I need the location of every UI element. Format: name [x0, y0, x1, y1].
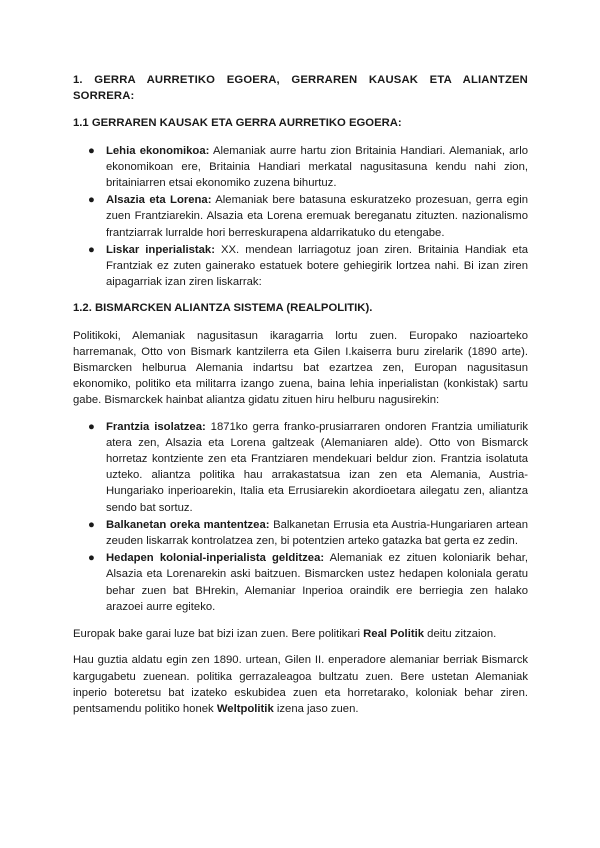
list-item — [73, 242, 528, 291]
bullet-icon: ● — [88, 243, 95, 256]
list-item — [73, 419, 528, 516]
bullet-icon: ● — [88, 144, 95, 157]
weltpolitik-term: Weltpolitik — [216, 702, 274, 715]
item-text: Alemaniak aurre hartu zion Britainia Handiari. Alemaniak, arlo ekonomikoan ere, Britainia Handiari merkatal nagusitasuna kendu nahi zion, britainiarren etsai ekonomiko zuzena bihurtuz. — [106, 144, 528, 190]
item-label: Lehia ekonomikoa: — [106, 144, 210, 157]
list-item — [73, 192, 528, 241]
realpolitik-paragraph — [73, 626, 528, 642]
realpolitik-term: Real Politik — [363, 628, 425, 641]
item-label: Alsazia eta Lorena: — [106, 194, 212, 207]
item-label: Hedapen kolonial-inperialista gelditzea: — [106, 552, 325, 565]
list-item — [73, 550, 528, 615]
bullet-icon: ● — [88, 518, 95, 531]
list-item — [73, 143, 528, 192]
section-2-title: 1.2. BISMARCKEN ALIANTZA SISTEMA (REALPOLITIK). — [73, 302, 373, 315]
weltpolitik-paragraph — [73, 652, 528, 717]
causes-list — [73, 143, 528, 291]
item-text: XX. mendean larriagotuz joan ziren. Britainia Handiak eta Frantziak ez zuten gainerako estatuek botere gehiegirik lortzea nahi. Bi izan ziren aipagarriak izan ziren liskarrak: — [106, 243, 528, 289]
main-heading: 1. GERRA AURRETIKO EGOERA, GERRAREN KAUSAK ETA ALIANTZEN SORRERA: — [73, 74, 528, 103]
paragraph-text: deitu zitzaion. — [424, 628, 497, 641]
item-label: Balkanetan oreka mantentzea: — [106, 518, 270, 531]
item-label: Liskar inperialistak: — [106, 243, 215, 256]
bullet-icon: ● — [88, 194, 95, 207]
bullet-icon: ● — [88, 552, 95, 565]
item-text: Balkanetan Errusia eta Austria-Hungariaren artean zeuden liskarrak kontrolatzea zen, bi potentzien arteko gatazka bat gerta ez zedin. — [106, 518, 528, 548]
item-text: Alemaniak bere batasuna eskuratzeko prozesuan, gerra egin zuen Frantziarekin. Alsazia eta Lorena eremuak bereganatu zituzten. nazionalismo frantziarrak lurralde hori berreskurapena aldarrikatuko du etengabe. — [106, 194, 529, 239]
section-2-intro: Politikoki, Alemaniak nagusitasun ikaragarria lortu zuen. Europako nazioarteko harremanak, Otto von Bismark kantzilerra eta Gilen I.kaiserra buru zirelarik (1890 arte). Bismarcken helburua Alemania indartsu bat ezartzea zen, Europan nagusitasun ekonomiko, politiko eta militarra izango zuena, baina lehia inperialistan (konkistak) sartu gabe. Bismarckek hainbat aliantza gidatu zituen hiru helburu nagusirekin: — [73, 329, 528, 407]
bullet-icon: ● — [88, 420, 95, 433]
goals-list — [73, 419, 528, 615]
item-label: Frantzia isolatzea: — [106, 420, 206, 433]
paragraph-text: Europak bake garai luze bat bizi izan zuen. Bere politikari — [73, 628, 364, 641]
paragraph-text: Hau guztia aldatu egin zen 1890. urtean, Gilen II. enperadore alemaniar berriak Bismarck kargugabetu zuenean. politika gerrazaleagoa bultzatu zuen. Bere ustetan Alemaniak inperio boteretsu bat izateko eskubidea zuen eta horretarako, koloniak behar ziren. pentsamendu politiko honek — [73, 654, 528, 715]
item-text: Alemaniak ez zituen koloniarik behar, Alsazia eta Lorenarekin aski baitzuen. Bismarcken ustez hedapen koloniala geratu behar zuen bat BHrekin, Alemaniar Inperioa oraindik ere berriegia zen halako arazoei aurre egiteko. — [106, 552, 528, 613]
paragraph-text: izena jaso zuen. — [273, 702, 359, 715]
section-1-title: 1.1 GERRAREN KAUSAK ETA GERRA AURRETIKO EGOERA: — [73, 117, 402, 130]
item-text: 1871ko gerra franko-prusiarraren ondoren Frantzia umiliaturik atera zen, Alsazia eta Lorena galtzeak (Alemaniaren alde). Otto von Bismarck horretaz kontziente zen eta Frantziaren mendekuari beldur zion. Frantzia isolatuta uzteko. aliantza politika hau arrakastatsua izan zen eta Alemania, Austria-Hungariako inperioarekin, Italia eta Errusiarekin akordioetara ailegatu zen, aliantza sendo bat sortuz. — [106, 420, 528, 514]
list-item — [73, 517, 528, 549]
